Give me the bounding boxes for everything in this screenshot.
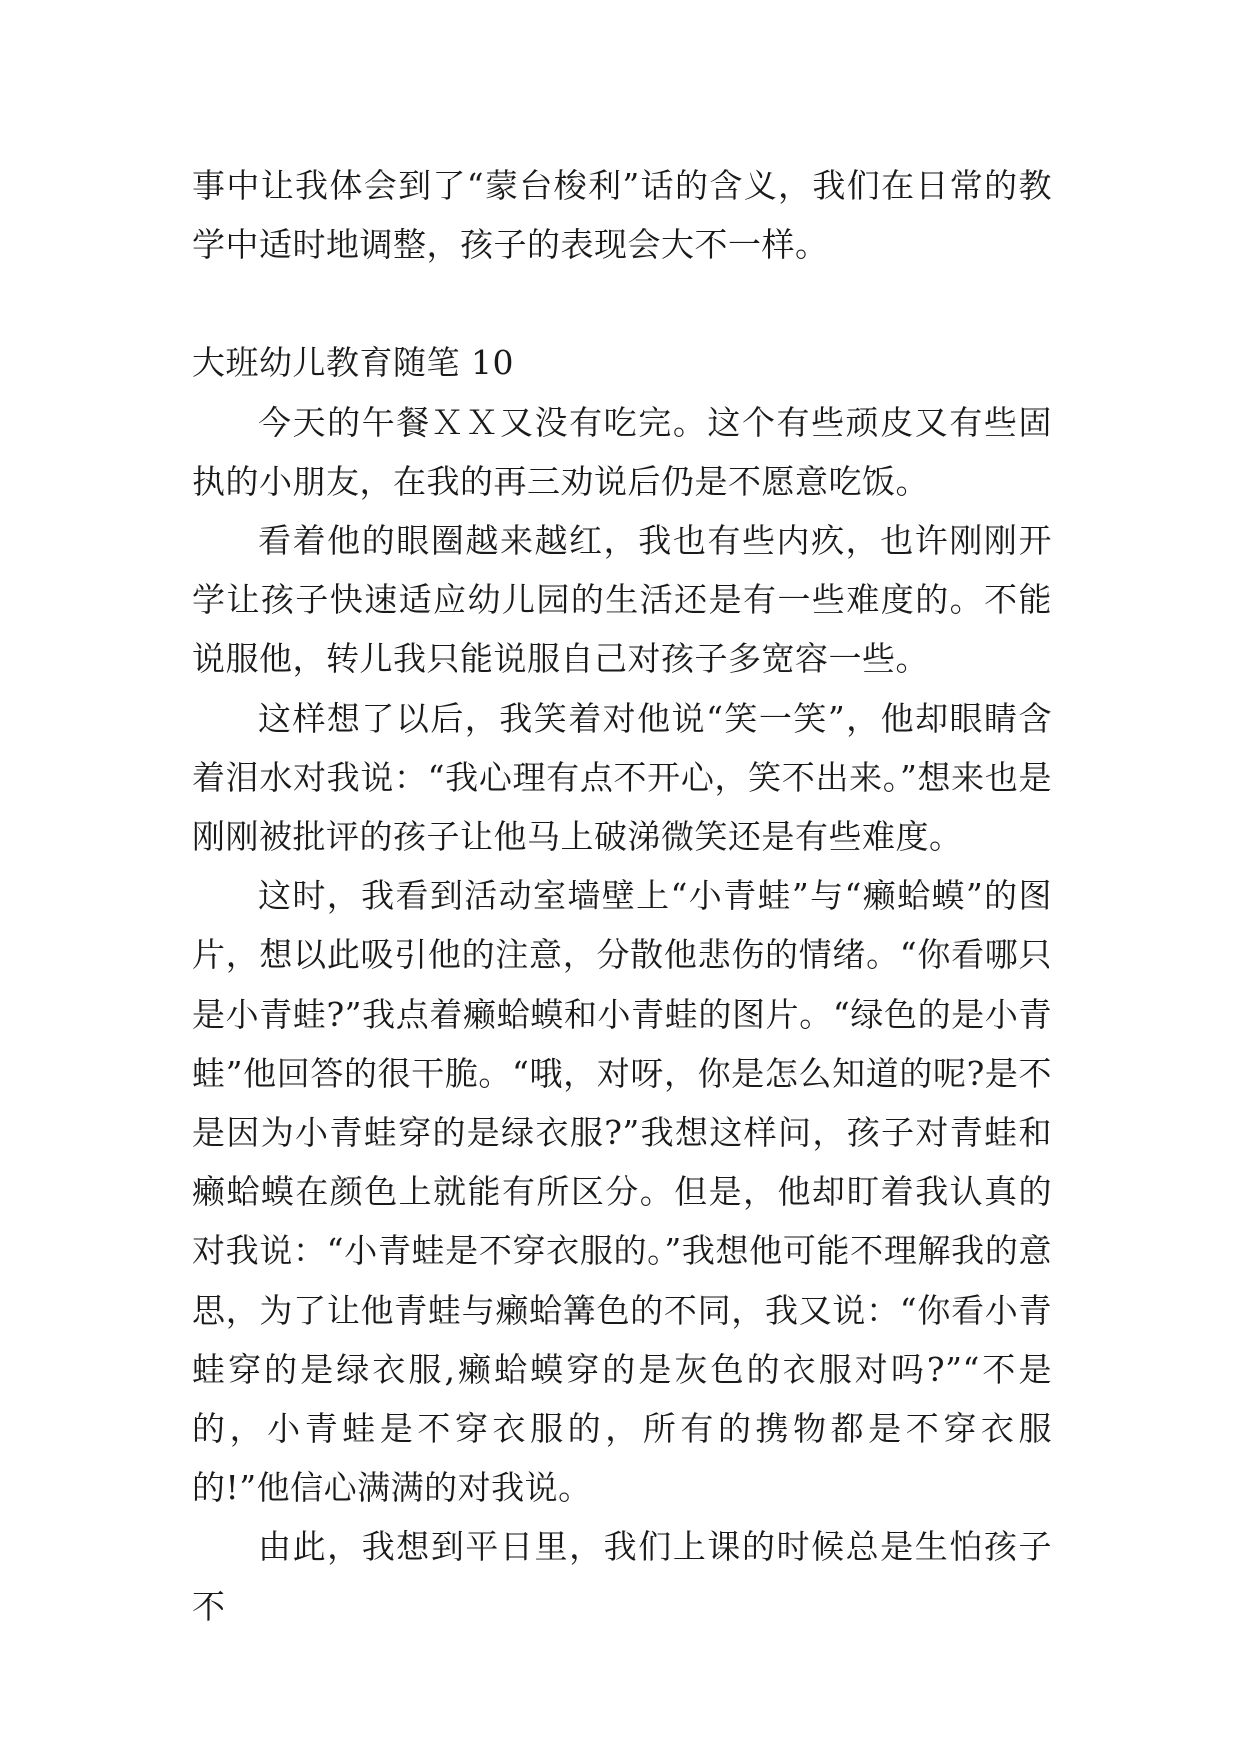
paragraph: 这时，我看到活动室墙壁上“小青蛙”与“癞蛤蟆”的图片，想以此吸引他的注意，分散他悲伤的情绪。“你看哪只是小青蛙?”我点着癞蛤蟆和小青蛙的图片。“绿色的是小青蛙”他回答的很干脆。“哦，对呀，你是怎么知道的呢?是不是因为小青蛙穿的是绿衣服?”我想这样问，孩子对青蛙和癞蛤蟆在颜色上就能有所区分。但是，他却盯着我认真的对我说：“小青蛙是不穿衣服的。”我想他可能不理解我的意思，为了让他青蛙与癞蛤篝色的不同，我又说：“你看小青蛙穿的是绿衣服,癞蛤蟆穿的是灰色的衣服对吗?”“不是的，小青蛙是不穿衣服的，所有的携物都是不穿衣服的!”他信心满满的对我说。 xyxy=(192,876,1052,1508)
section-title: 大班幼儿教育随笔 10 xyxy=(192,343,514,383)
document-body xyxy=(192,156,1052,1636)
lead-paragraph: 事中让我体会到了“蒙台梭利”话的含义，我们在日常的教学中适时地调整，孩子的表现会大不一样。 xyxy=(192,166,1052,265)
paragraph: 今天的午餐ＸＸ又没有吃完。这个有些顽皮又有些固执的小朋友，在我的再三劝说后仍是不愿意吃饭。 xyxy=(192,402,1052,501)
paragraph: 由此，我想到平日里，我们上课的时候总是生怕孩子不 xyxy=(192,1527,1052,1626)
paragraph: 这样想了以后，我笑着对他说“笑一笑”，他却眼睛含着泪水对我说：“我心理有点不开心，笑不出来。”想来也是刚刚被批评的孩子让他马上破涕微笑还是有些难度。 xyxy=(192,698,1052,857)
paragraph: 看着他的眼圈越来越红，我也有些内疚，也许刚刚开学让孩子快速适应幼儿园的生活还是有一些难度的。不能说服他，转儿我只能说服自己对孩子多宽容一些。 xyxy=(192,521,1052,679)
